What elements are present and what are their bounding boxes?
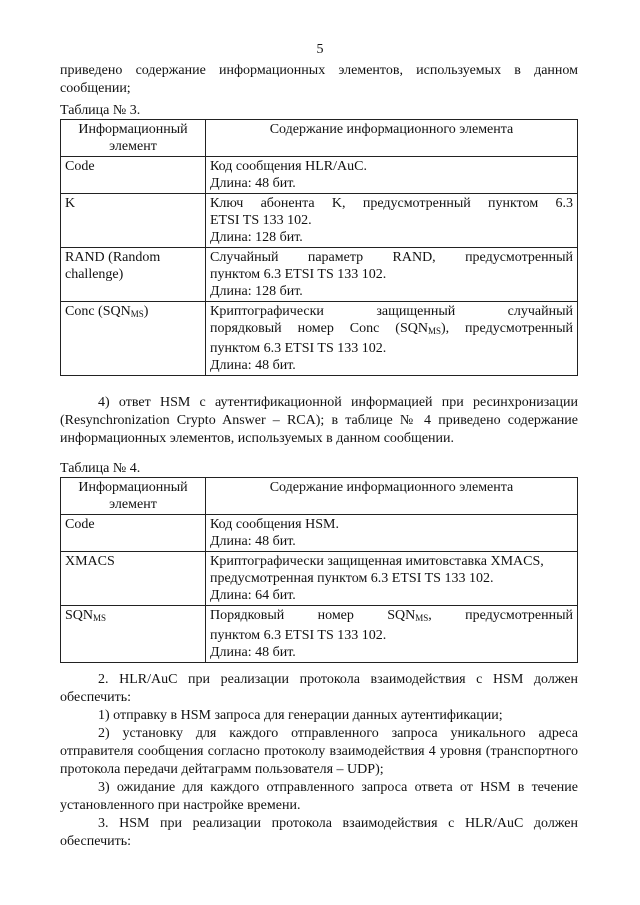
content-line: Криптографически защищенный случайный (210, 304, 573, 319)
content-line: ETSI TS 133 102. (210, 213, 312, 228)
content-line: предусмотренная пунктом 6.3 ETSI TS 133 102. (210, 571, 494, 586)
content-text: , предусмотренный (428, 608, 573, 623)
table-row (61, 248, 578, 302)
table-3 (60, 119, 578, 376)
section-2-item-3: 3) ожидание для каждого отправленного запроса ответа от HSM в течение установленного при настройке времени. (60, 780, 578, 813)
table-row (61, 552, 578, 606)
table-row (61, 157, 578, 194)
row-element: K (61, 194, 206, 248)
table-header-row (61, 120, 578, 157)
table-header-element: Информационный элемент (61, 478, 206, 515)
element-text: SQN (65, 608, 94, 623)
content-text: порядковый номер Conc (SQN (210, 321, 428, 336)
section-2-heading: 2. HLR/AuC при реализации протокола взаимодействия с HSM должен обеспечить: (60, 672, 578, 705)
content-line: Длина: 128 бит. (210, 284, 303, 299)
content-line (210, 607, 573, 627)
table-row (61, 606, 578, 663)
element-text-end: ) (143, 304, 149, 319)
content-line: Длина: 48 бит. (210, 176, 296, 191)
content-line: Код сообщения HSM. (210, 517, 339, 532)
row-content (206, 552, 578, 606)
table-row (61, 302, 578, 376)
content-line: Криптографически защищенная имитовставка XMACS, (210, 554, 544, 569)
content-subscript: MS (427, 326, 441, 336)
table-3-caption: Таблица № 3. (60, 103, 141, 118)
content-text: ), предусмотренный (440, 321, 573, 336)
row-element (61, 302, 206, 376)
section-3-heading: 3. HSM при реализации протокола взаимодействия с HLR/AuC должен обеспечить: (60, 816, 578, 849)
content-line: Случайный параметр RAND, предусмотренный (210, 250, 573, 265)
section-2-item-1: 1) отправку в HSM запроса для генерации данных аутентификации; (98, 708, 503, 723)
content-line: пунктом 6.3 ETSI TS 133 102. (210, 267, 387, 282)
element-text: Conc (SQN (65, 304, 131, 319)
content-line: Длина: 48 бит. (210, 358, 296, 373)
table-header-row (61, 478, 578, 515)
element-subscript: MS (130, 309, 144, 319)
content-line (210, 320, 573, 340)
document-body (60, 62, 578, 851)
table-row (61, 194, 578, 248)
table-4 (60, 477, 578, 663)
element-subscript: MS (93, 613, 107, 623)
table-header-element: Информационный элемент (61, 120, 206, 157)
content-text: Порядковый номер SQN (210, 608, 416, 623)
row-content (206, 606, 578, 663)
row-element: XMACS (61, 552, 206, 606)
row-element: Code (61, 157, 206, 194)
content-line: Длина: 64 бит. (210, 588, 296, 603)
content-line: Код сообщения HLR/AuC. (210, 159, 367, 174)
table-4-caption: Таблица № 4. (60, 461, 141, 476)
content-line: Длина: 128 бит. (210, 230, 303, 245)
row-element: RAND (Random challenge) (61, 248, 206, 302)
table-header-content: Содержание информационного элемента (206, 478, 578, 515)
row-element: Code (61, 515, 206, 552)
row-content (206, 515, 578, 552)
row-content (206, 194, 578, 248)
row-content (206, 302, 578, 376)
row-element (61, 606, 206, 663)
section-2-item-2: 2) установку для каждого отправленного запроса уникального адреса отправителя сообщения согласно протоколу взаимодействия 4 уровня (транспортного протокола передачи дейтаграмм пользователя – UDP); (60, 726, 578, 777)
table-row (61, 515, 578, 552)
intro-paragraph: приведено содержание информационных элементов, используемых в данном сообщении; (60, 63, 578, 96)
content-line: Длина: 48 бит. (210, 645, 296, 660)
row-content (206, 248, 578, 302)
page-number: 5 (316, 42, 324, 57)
content-line: Длина: 48 бит. (210, 534, 296, 549)
row-content (206, 157, 578, 194)
content-line: Ключ абонента K, предусмотренный пунктом 6.3 (210, 196, 573, 211)
table-header-content: Содержание информационного элемента (206, 120, 578, 157)
content-line: пунктом 6.3 ETSI TS 133 102. (210, 341, 387, 356)
item-4-paragraph: 4) ответ HSM с аутентификационной информацией при ресинхронизации (Resynchronization Crypto Answer – RCA); в таблице № 4 приведено содержание информационных элементов, используемых в данном сообщении. (60, 395, 578, 446)
content-line: пунктом 6.3 ETSI TS 133 102. (210, 628, 387, 643)
content-subscript: MS (415, 613, 429, 623)
